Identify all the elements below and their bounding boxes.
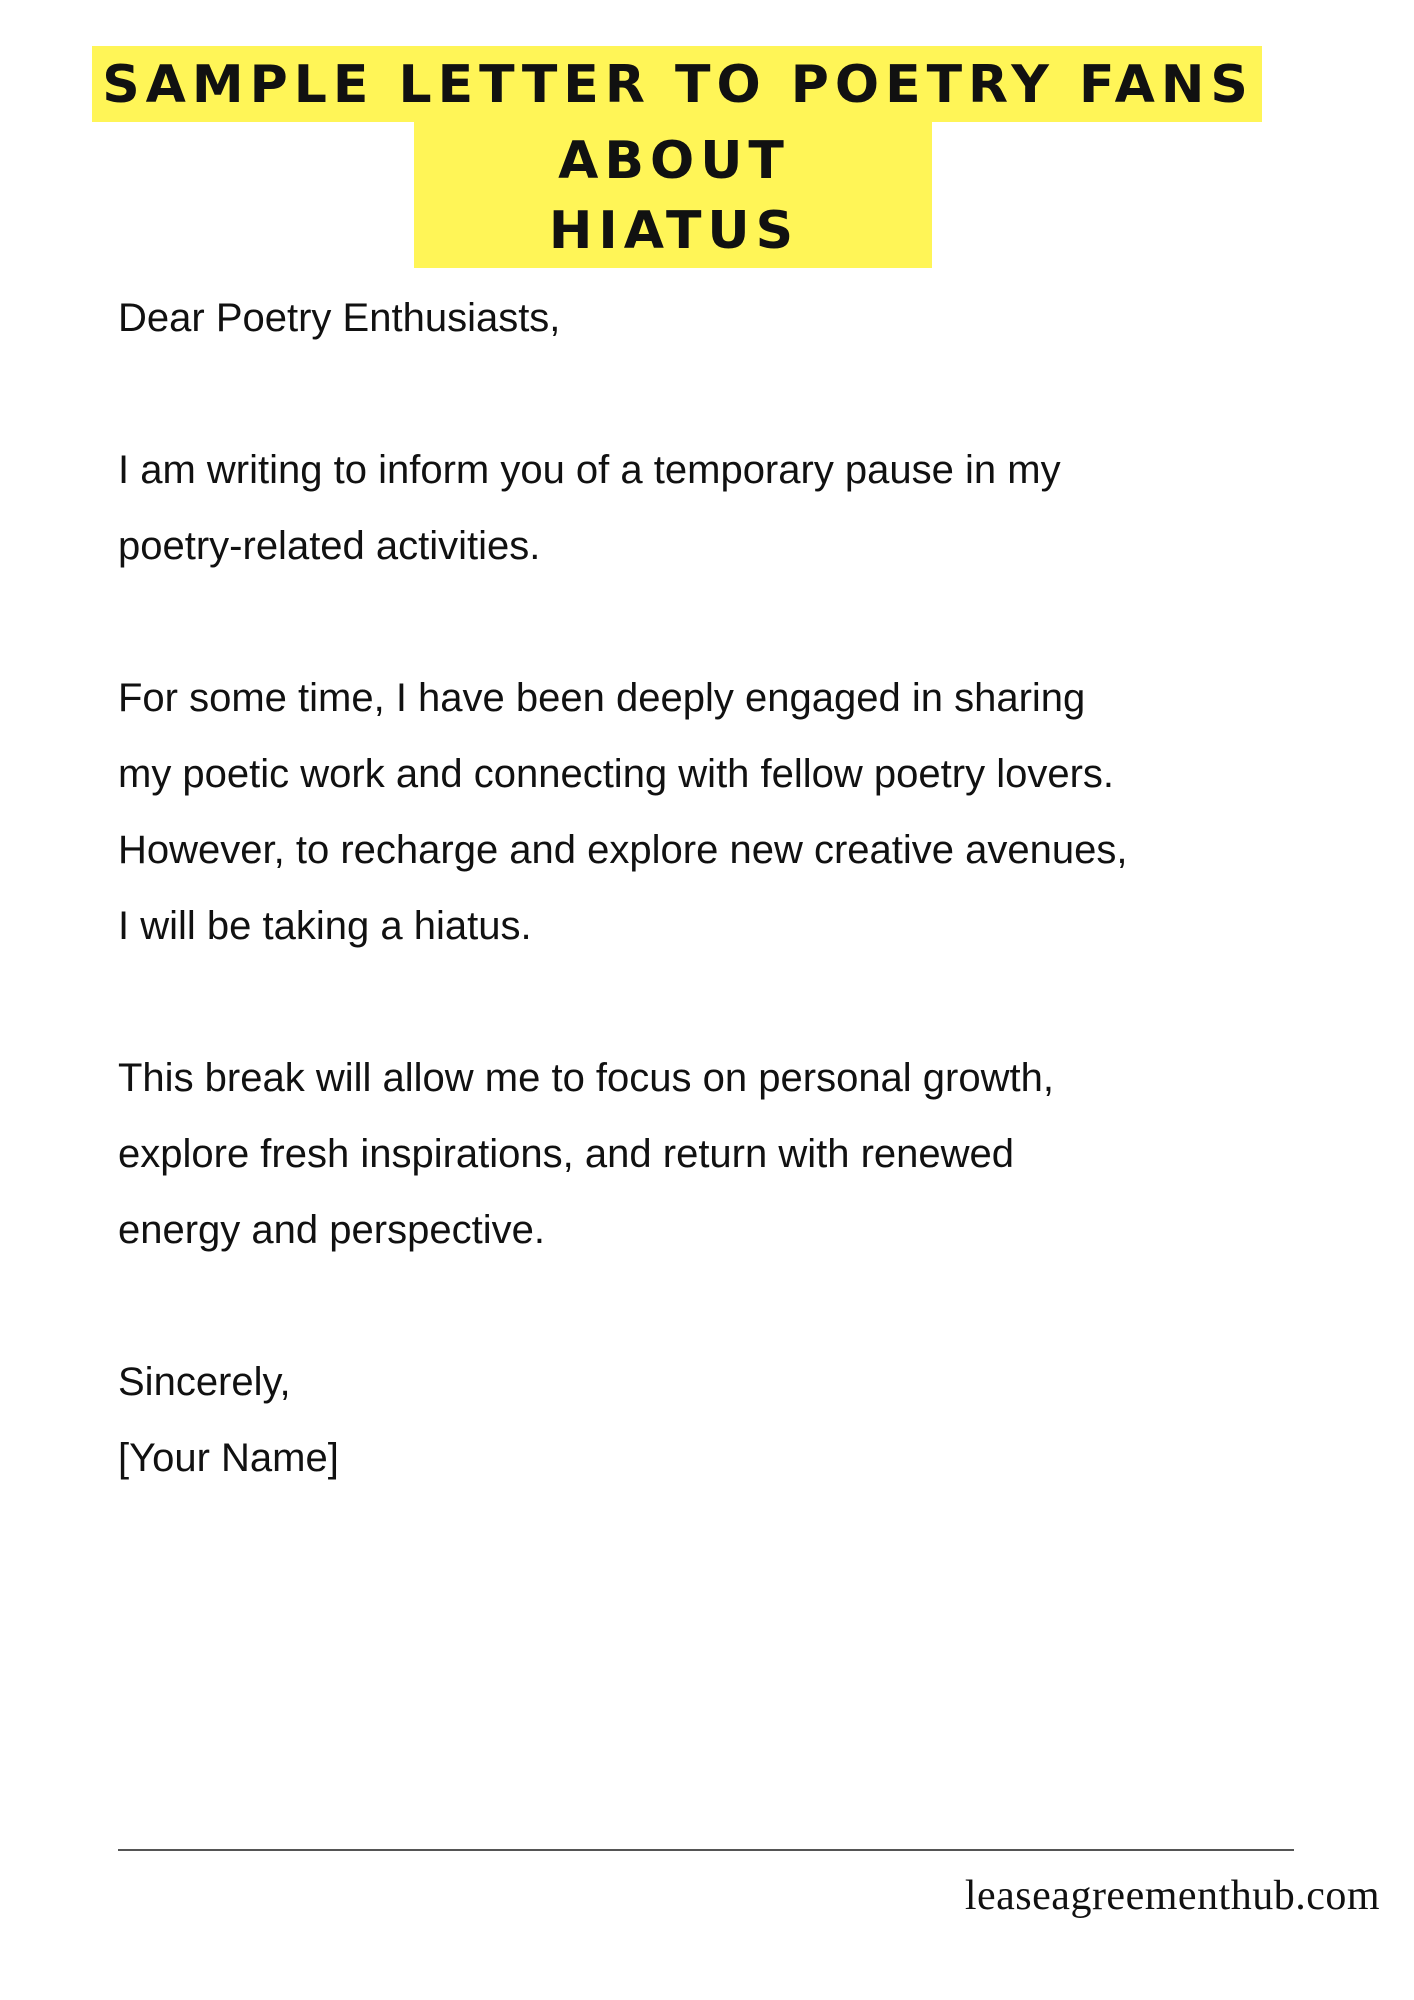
salutation-text: Dear Poetry Enthusiasts, xyxy=(118,296,561,340)
paragraph-1 xyxy=(118,432,1358,584)
letter-body xyxy=(118,280,1358,1496)
footer-divider xyxy=(118,1849,1294,1851)
paragraph-1-line: I am writing to inform you of a temporary pause in my xyxy=(118,448,1061,492)
paragraph-2-line: I will be taking a hiatus. xyxy=(118,904,532,948)
paragraph-3-line: explore fresh inspirations, and return with renewed xyxy=(118,1132,1015,1176)
paragraph-3 xyxy=(118,1040,1358,1268)
paragraph-3-line: This break will allow me to focus on personal growth, xyxy=(118,1056,1054,1100)
title-line-1: SAMPLE LETTER TO POETRY FANS xyxy=(92,46,1262,122)
closing-text: Sincerely, xyxy=(118,1360,291,1404)
paragraph-3-line: energy and perspective. xyxy=(118,1208,545,1252)
paragraph-2-line: For some time, I have been deeply engaged in sharing xyxy=(118,676,1086,720)
paragraph-2-line: However, to recharge and explore new creative avenues, xyxy=(118,828,1128,872)
salutation xyxy=(118,280,1358,356)
signature-placeholder: [Your Name] xyxy=(118,1436,339,1480)
paragraph-1-line: poetry-related activities. xyxy=(118,524,541,568)
paragraph-2 xyxy=(118,660,1358,964)
paragraph-2-line: my poetic work and connecting with fellow poetry lovers. xyxy=(118,752,1115,796)
footer-site-name: leaseagreementhub.com xyxy=(964,1873,1380,1919)
closing-block xyxy=(118,1344,1358,1496)
title-line-2: ABOUT HIATUS xyxy=(414,122,932,268)
